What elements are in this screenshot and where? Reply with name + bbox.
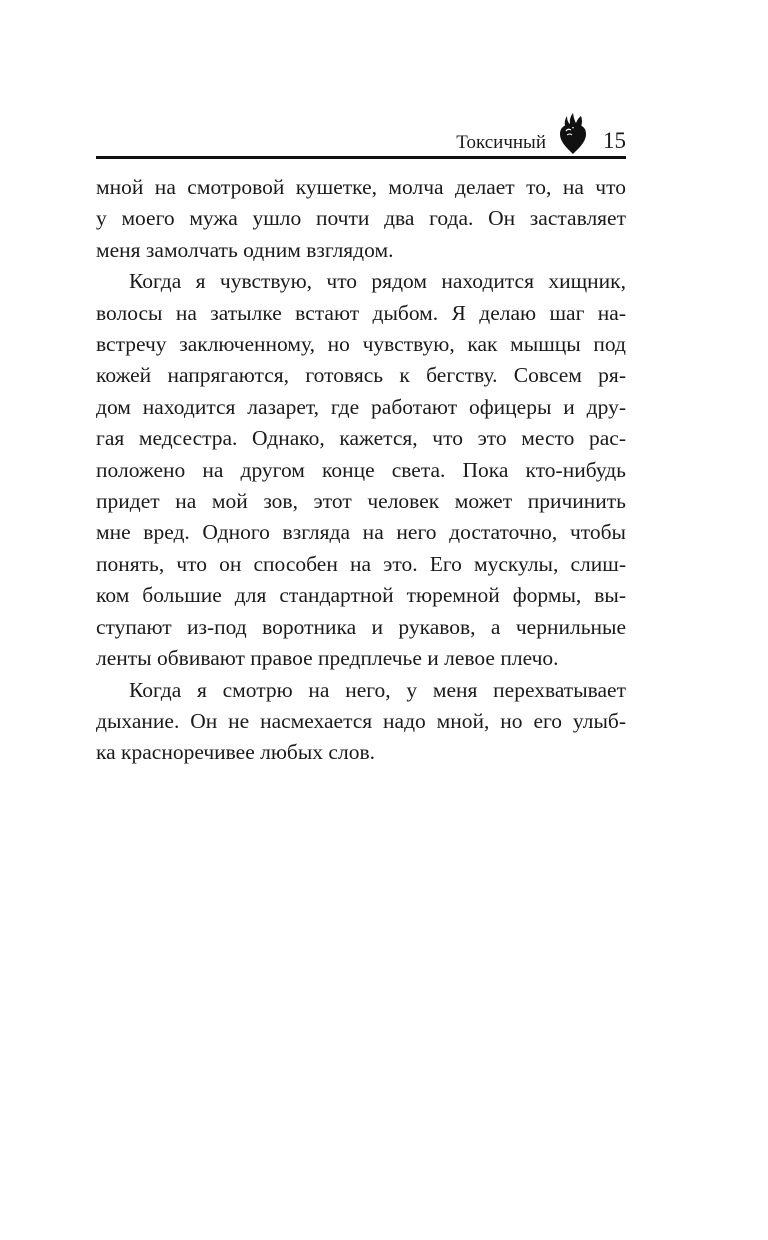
text-line: мной на смотровой кушетке, молча делает то, на что: [96, 175, 626, 199]
text-line: Когда я чувствую, что рядом находится хищник,: [129, 269, 626, 294]
page-header: [96, 110, 626, 158]
text-line: ка красноречивее любых слов.: [96, 740, 375, 765]
text-line: гая медсестра. Однако, кажется, что это место рас-: [96, 426, 626, 451]
text-line: понять, что он способен на это. Его мускулы, слиш-: [96, 551, 626, 576]
text-line: ступают из-под воротника и рукавов, а чернильные: [96, 614, 626, 639]
paragraph: [96, 675, 626, 769]
header-rule: [96, 156, 626, 159]
text-line: дыхание. Он не насмехается надо мной, но его улыб-: [96, 708, 626, 733]
heart-flame-icon: [558, 112, 588, 156]
paragraph: [96, 266, 626, 674]
text-line: меня замолчать одним взглядом.: [96, 237, 394, 262]
text-line: волосы на затылке встают дыбом. Я делаю шаг на-: [96, 300, 626, 325]
text-line: мне вред. Одного взгляда на него достаточно, чтобы: [96, 520, 626, 545]
text-line: Когда я смотрю на него, у меня перехватывает: [129, 677, 626, 702]
paragraph: [96, 172, 626, 266]
text-line: дом находится лазарет, где работают офицеры и дру-: [96, 394, 626, 419]
text-line: у моего мужа ушло почти два года. Он заставляет: [96, 206, 626, 231]
text-line: кожей напрягаются, готовясь к бегству. Совсем ря-: [96, 363, 626, 388]
text-line: положено на другом конце света. Пока кто-нибудь: [96, 457, 626, 482]
text-line: придет на мой зов, этот человек может причинить: [96, 489, 626, 514]
text-line: ком большие для стандартной тюремной формы, вы-: [96, 583, 626, 608]
text-line: ленты обвивают правое предплечье и левое плечо.: [96, 646, 559, 671]
text-line: встречу заключенному, но чувствую, как мышцы под: [96, 332, 626, 357]
body-text: [96, 172, 626, 769]
running-title: Токсичный: [456, 132, 546, 153]
page-number: 15: [603, 128, 626, 153]
